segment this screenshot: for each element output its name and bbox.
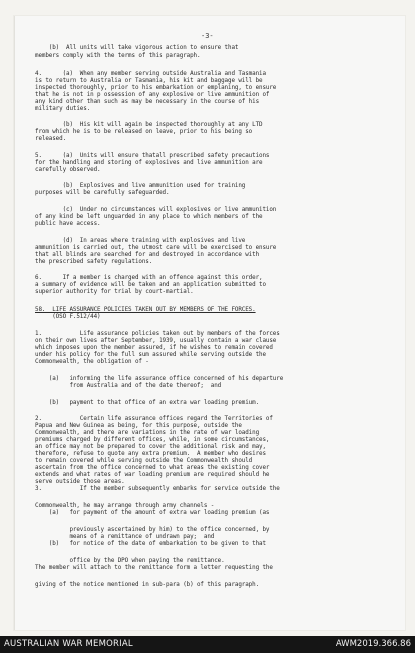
- text-line: an office may not be prepared to cover the additional risk and may,: [35, 444, 266, 450]
- page-number: -3-: [201, 32, 214, 40]
- document-page: [14, 16, 405, 630]
- text-line: (b) for notice of the date of embarkation to be given to that: [35, 541, 266, 547]
- text-line: ammunition is carried out, the utmost care will be exercised to ensure: [35, 245, 277, 251]
- text-line: (b) payment to that office of an extra war loading premium.: [35, 400, 260, 406]
- text-line: (a) for payment of the amount of extra war loading premium (as: [35, 510, 270, 516]
- text-line: public have access.: [35, 221, 101, 227]
- section-heading: 58. LIFE ASSURANCE POLICIES TAKEN OUT BY MEMBERS OF THE FORCES.: [35, 307, 256, 313]
- text-line: Commonwealth, he may arrange through army channels -: [35, 503, 215, 509]
- text-line: military duties.: [35, 106, 91, 112]
- text-line: (b) His kit will again be inspected thoroughly at any LTD: [35, 122, 263, 128]
- section-reference: (OSO F.512/44): [35, 314, 101, 320]
- text-line: (b) Explosives and live ammunition used for training: [35, 183, 246, 189]
- text-line: Papua and New Guinea as being, for this purpose, outside the: [35, 423, 242, 429]
- text-line: inspected thoroughly, prior to his embarkation or emplaning, to ensure: [35, 85, 277, 91]
- text-line: under his policy for the full sum assured while serving outside the: [35, 352, 266, 358]
- text-line: superior authority for trial by court-martial.: [35, 289, 194, 295]
- text-line: (d) In areas where training with explosives and live: [35, 238, 246, 244]
- text-line: carefully observed.: [35, 167, 101, 173]
- text-line: office by the DPO when paying the remittance.: [35, 558, 225, 564]
- text-line: any kind other than such as may be necessary in the course of his: [35, 99, 260, 105]
- text-line: purposes will be carefully safeguarded.: [35, 190, 170, 196]
- text-line: (c) Under no circumstances will explosives or live ammunition: [35, 207, 277, 213]
- text-line: (b) All units will take vigorous action to ensure that: [35, 45, 239, 51]
- text-line: Commonwealth, the obligation of -: [35, 359, 149, 365]
- text-line: the prescribed safety regulations.: [35, 259, 153, 265]
- text-line: 2. Certain life assurance offices regard the Territories of: [35, 416, 273, 422]
- text-line: a summary of evidence will be taken and an application submitted to: [35, 282, 266, 288]
- text-line: on their own lives after September, 1939, usually contain a war clause: [35, 338, 277, 344]
- text-line: of any kind be left unguarded in any place to which members of the: [35, 214, 263, 220]
- text-line: from which he is to be released on leave, prior to his being so: [35, 129, 253, 135]
- text-line: 6. If a member is charged with an offence against this order,: [35, 275, 263, 281]
- text-line: extends and what rates of war loading premium are required should he: [35, 472, 270, 478]
- text-line: that he is not in p ossession of any explosive or live ammunition of: [35, 92, 270, 98]
- text-line: 5. (a) Units will ensure thatall prescribed safety precautions: [35, 153, 270, 159]
- footer-bar: [0, 636, 415, 653]
- text-line: serve outside those areas.: [35, 479, 125, 485]
- text-line: members comply with the terms of this paragraph.: [35, 53, 201, 59]
- text-line: released.: [35, 136, 67, 142]
- text-line: that all blinds are searched for and destroyed in accordance with: [35, 252, 260, 258]
- text-line: Commonwealth, and there are variations in the rate of war loading: [35, 430, 260, 436]
- text-line: 1. Life assurance policies taken out by members of the forces: [35, 331, 280, 337]
- text-line: means of a remittance of undrawn pay; and: [35, 534, 215, 540]
- text-line: giving of the notice mentioned in sub-para (b) of this paragraph.: [35, 582, 260, 588]
- text-line: The member will attach to the remittance form a letter requesting the: [35, 565, 273, 571]
- text-line: from Australia and of the date thereof; and: [35, 383, 222, 389]
- text-line: for the handling and storing of explosives and live ammunition are: [35, 160, 263, 166]
- text-line: to remain covered while serving outside the Commonwealth should: [35, 458, 253, 464]
- text-line: which imposes upon the member assured, if he wishes to remain covered: [35, 345, 273, 351]
- text-line: therefore, refuse to quote any extra premium. A member who desires: [35, 451, 266, 457]
- text-line: 3. If the member subsequently embarks for service outside the: [35, 486, 280, 492]
- text-line: is to return to Australia or Tasmania, his kit and baggage will be: [35, 78, 263, 84]
- text-line: 4. (a) When any member serving outside Australia and Tasmania: [35, 71, 266, 77]
- accession-number: AWM2019.366.86: [335, 639, 411, 649]
- text-line: previously ascertained by him) to the office concerned, by: [35, 527, 270, 533]
- institution-label: AUSTRALIAN WAR MEMORIAL: [4, 639, 133, 649]
- text-line: ascertain from the office concerned to what areas the existing cover: [35, 465, 270, 471]
- text-line: premiums charged by different offices, while, in some circumstances,: [35, 437, 270, 443]
- text-line: (a) informing the life assurance office concerned of his departure: [35, 376, 284, 382]
